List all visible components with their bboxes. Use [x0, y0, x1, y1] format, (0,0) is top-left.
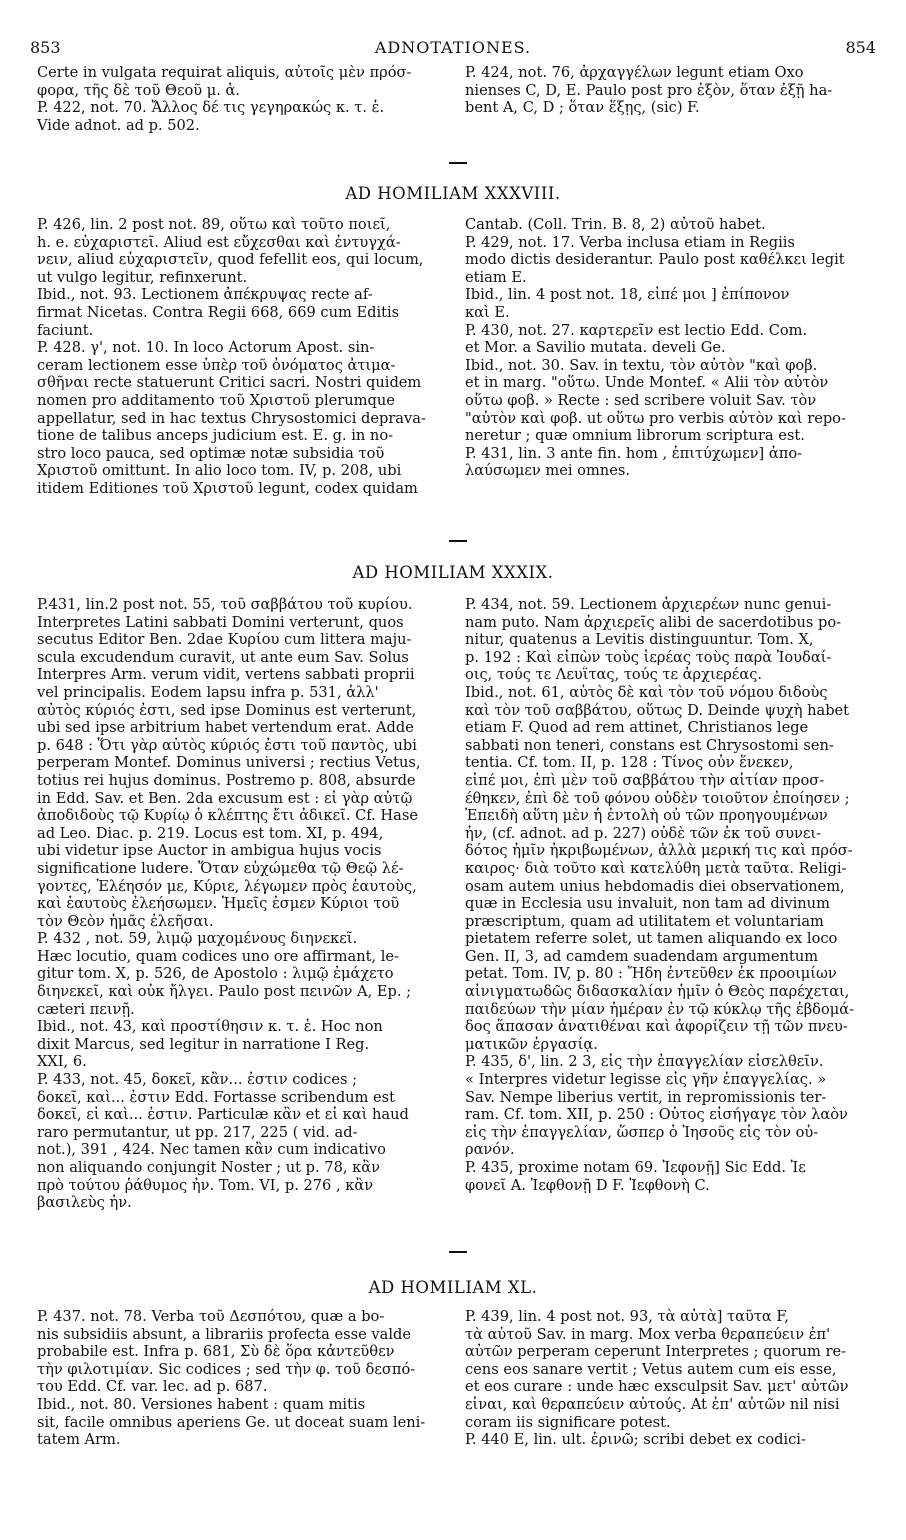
text-line: γοντες, Ἐλέησόν με, Κύριε, λέγωμεν πρὸς ἑαυτοὺς, [37, 877, 417, 895]
text-line: εἰς τὴν ἐπαγγελίαν, ὥσπερ ὁ Ἰησοῦς εἰς τὸν οὐ- [465, 1123, 819, 1141]
text-line: neretur ; quæ omnium librorum scriptura est. [465, 427, 805, 445]
text-line: tatem Arm. [37, 1431, 121, 1449]
running-head [30, 38, 876, 62]
text-line: αὐτῶν perperam ceperunt Interpretes ; quorum re- [465, 1343, 847, 1361]
text-line: τὰ αὐτοῦ Sav. in marg. Mox verba θεραπεύειν ἐπ' [465, 1325, 831, 1343]
text-line: dixit Marcus, sed legitur in narratione I Reg. [37, 1035, 370, 1053]
text-line: p. 192 : Καὶ εἰπὼν τοὺς ἱερέας τοὺς παρὰ Ἰουδαί- [465, 648, 832, 666]
text-line: non aliquando conjungit Noster ; ut p. 78, κἂν [37, 1159, 380, 1176]
text-line: ut vulgo legitur, refinxerunt. [37, 268, 248, 286]
text-line: P. 426, lin. 2 post not. 89, οὕτω καὶ τοῦτο ποιεῖ, [37, 216, 391, 233]
text-line: totius rei hujus dominus. Postremo p. 808, absurde [37, 771, 416, 789]
text-line: quæ in Ecclesia usu invaluit, non tam ad divinum [465, 895, 830, 913]
text-line: δοκεῖ, εἰ καὶ... ἐστιν. Particulæ κἂν et εἰ καὶ haud [37, 1106, 409, 1124]
text-line: nomen pro additamento τοῦ Χριστοῦ plerumque [37, 391, 395, 409]
section-title: AD HOMILIAM XXXVIII. [345, 184, 561, 203]
text-line: Ibid., not. 80. Versiones habent : quam mitis [37, 1395, 366, 1413]
text-line: P. 439, lin. 4 post not. 93, τὰ αὐτὰ] ταῦτα F, [465, 1308, 789, 1325]
text-line: καὶ ἑαυτοὺς ἐλεήσωμεν. Ἡμεῖς ἐσμεν Κύριοι τοῦ [37, 895, 400, 913]
text-line: βασιλεὺς ἦν. [37, 1194, 132, 1212]
text-line: καὶ E. [465, 303, 510, 321]
page-number-right: 854 [845, 38, 876, 57]
text-line: « Interpres videtur legisse εἰς γῆν ἐπαγγελίας. » [465, 1071, 827, 1089]
text-line: etiam E. [465, 268, 527, 286]
text-line: ρανόν. [465, 1141, 515, 1159]
text-line: φορα, τῆς δὲ τοῦ Θεοῦ μ. ἀ. [37, 81, 241, 99]
text-line: τὴν φιλοτιμίαν. Sic codices ; sed τὴν φ. τοῦ δεσπό- [37, 1360, 416, 1378]
text-line: h. e. εὐχαριστεῖ. Aliud est εὔχεσθαι καὶ ἐντυγχά- [37, 233, 401, 251]
left-column [37, 596, 442, 1212]
section-divider [449, 162, 467, 164]
text-line: petat. Tom. IV, p. 80 : Ἤδη ἐντεῦθεν ἐκ προοιμίων [465, 965, 837, 983]
text-line: "αὐτὸν καὶ φοβ. ut οὕτω pro verbis αὐτὸν καὶ repo- [465, 409, 846, 427]
text-line: οις, τούς τε Λευΐτας, τούς τε ἀρχιερέας. [465, 666, 763, 684]
text-line: in Edd. Sav. et Ben. 2da excusum est : εἰ γὰρ αὐτῷ [37, 789, 413, 807]
right-column [465, 216, 870, 480]
text-line: Ἐπειδὴ αὕτη μὲν ἡ ἐντολὴ οὐ τῶν προηγουμένων [465, 807, 828, 825]
text-line: P. 433, not. 45, δοκεῖ, κἂν... ἐστιν codices ; [37, 1071, 358, 1089]
text-line: nam puto. Nam ἀρχιερεῖς alibi de sacerdotibus po- [465, 613, 842, 631]
text-line: P. 422, not. 70. Ἄλλος δέ τις γεγηρακώς κ. τ. ἑ. [37, 99, 385, 117]
text-line: ubi sed ipse arbitrium habet vertendum erat. Adde [37, 719, 414, 737]
text-line: P. 440 E, lin. ult. ἐρινῶ; scribi debet ex codici- [465, 1431, 806, 1449]
text-line: vel principalis. Eodem lapsu infra p. 531, ἀλλ' [37, 683, 379, 701]
text-line: λαύσωμεν mei omnes. [465, 462, 630, 480]
text-line: Ibid., lin. 4 post not. 18, εἰπέ μοι ] ἐπίπονον [465, 286, 790, 304]
text-line: P. 431, lin. 3 ante fin. hom , ἐπιτύχωμεν] ἀπο- [465, 444, 803, 462]
text-line: P. 430, not. 27. καρτερεῖν est lectio Edd. Com. [465, 321, 808, 339]
text-line: P.431, lin.2 post not. 55, τοῦ σαββάτου τοῦ κυρίου. [37, 596, 413, 613]
text-line: raro permutantur, ut pp. 217, 225 ( vid. ad- [37, 1123, 358, 1141]
text-line: stro loco pauca, sed optimæ notæ subsidia τοῦ [37, 444, 385, 462]
text-line: δότος ἡμῖν ἠκριβωμένων, ἀλλὰ μερική τις καὶ πρόσ- [465, 842, 853, 860]
text-line: modo dictis desiderantur. Paulo post καθέλκει legit [465, 251, 845, 269]
text-line: sabbati non teneri, constans est Chrysostomi sen- [465, 736, 834, 754]
text-line: præscriptum, quam ad utilitatem et voluntariam [465, 912, 824, 930]
text-line: p. 648 : Ὅτι γὰρ αὐτὸς κύριός ἐστι τοῦ παντὸς, ubi [37, 736, 417, 754]
running-title: ADNOTATIONES. [374, 38, 532, 57]
text-line: Ibid., not. 61, αὐτὸς δὲ καὶ τὸν τοῦ νόμου διδοὺς [465, 683, 828, 701]
text-line: αἰνιγματωδῶς διδασκαλίαν ἡμῖν ὁ Θεὸς παρέχεται, [465, 983, 850, 1001]
text-line: πρὸ τούτου ῥάθυμος ἦν. Tom. VI, p. 276 , κἂν [37, 1176, 374, 1194]
text-line: pietatem referre solet, ut tamen aliquando ex loco [465, 930, 838, 948]
text-line: not.), 391 , 424. Nec tamen κἂν cum indicativo [37, 1141, 386, 1159]
text-line: nienses C, D, E. Paulo post pro ἐξὸν, ὅταν ἐξῇ ha- [465, 81, 833, 99]
text-line: ram. Cf. tom. XII, p. 250 : Οὗτος εἰσήγαγε τὸν λαὸν [465, 1106, 848, 1124]
text-line: XXI, 6. [37, 1053, 87, 1071]
section-title: AD HOMILIAM XL. [368, 1278, 538, 1297]
text-line: Vide adnot. ad p. 502. [37, 116, 200, 134]
right-column [465, 596, 870, 1194]
text-line: αὐτὸς κύριός ἐστι, sed ipse Dominus est verterunt, [37, 701, 417, 719]
text-line: etiam F. Quod ad rem attinet, Christianos lege [465, 719, 809, 737]
text-line: του Edd. Cf. var. lec. ad p. 687. [37, 1378, 268, 1396]
text-line: P. 437. not. 78. Verba τοῦ Δεσπότου, quæ a bo- [37, 1308, 385, 1325]
text-line: δος ἅπασαν ἀνατιθέναι καὶ ἀφορίζειν τῇ τῶν πνευ- [465, 1018, 848, 1036]
text-line: firmat Nicetas. Contra Regii 668, 669 cum Editis [37, 303, 400, 321]
section-divider [449, 540, 467, 542]
text-line: καὶ τὸν τοῦ σαββάτου, οὕτως D. Deinde ψυχὴ habet [465, 701, 850, 719]
text-line: εἶναι, καὶ θεραπεύειν αὐτούς. At ἐπ' αὐτῶν nil nisi [465, 1395, 840, 1413]
text-line: osam autem unius hebdomadis diei observationem, [465, 877, 845, 895]
text-line: P. 432 , not. 59, λιμῷ μαχομένους διηνεκεῖ. [37, 930, 358, 948]
text-line: P. 424, not. 76, ἀρχαγγέλων legunt etiam Oxo [465, 64, 804, 81]
text-line: scula excudendum curavit, ut ante eum Sav. Solus [37, 648, 409, 666]
text-line: P. 429, not. 17. Verba inclusa etiam in Regiis [465, 233, 795, 251]
text-line: οὕτω φοβ. » Recte : sed scribere voluit Sav. τὸν [465, 391, 817, 409]
text-line: Gen. II, 3, ad camdem suadendam argumentum [465, 947, 819, 965]
text-line: ubi videtur ipse Auctor in ambigua hujus vocis [37, 842, 382, 860]
text-line: εἰπέ μοι, ἐπὶ μὲν τοῦ σαββάτου τὴν αἰτίαν προσ- [465, 771, 825, 789]
text-line: Certe in vulgata requirat aliquis, αὐτοῖς μὲν πρόσ- [37, 64, 412, 81]
text-line: Hæc locutio, quam codices uno ore affirmant, le- [37, 947, 399, 965]
text-line: ματικῶν ἐργασίᾳ. [465, 1035, 598, 1053]
text-line: gitur tom. X, p. 526, de Apostolo : λιμῷ ἐμάχετο [37, 965, 394, 983]
text-line: P. 428. γ', not. 10. In loco Actorum Apost. sin- [37, 339, 375, 357]
text-line: et Mor. a Savilio mutata. develi Ge. [465, 339, 726, 357]
text-line: probabile est. Infra p. 681, Σὺ δὲ ὅρα κἀντεῦθεν [37, 1343, 395, 1361]
text-line: δοκεῖ, καὶ... ἐστιν Edd. Fortasse scribendum est [37, 1088, 396, 1106]
text-line: Interpretes Latini sabbati Domini verterunt, quos [37, 613, 404, 631]
text-line: Sav. Nempe liberius vertit, in repromissionis ter- [465, 1088, 827, 1106]
text-line: tione de talibus anceps judicium est. E. g. in no- [37, 427, 394, 445]
text-line: sit, facile omnibus aperiens Ge. ut doceat suam leni- [37, 1413, 426, 1431]
text-line: P. 435, proxime notam 69. Ἰεφονῇ] Sic Edd. Ἰε [465, 1159, 806, 1176]
page-number-left: 853 [30, 38, 61, 57]
text-line: P. 434, not. 59. Lectionem ἀρχιερέων nunc genui- [465, 596, 832, 613]
text-line: perperam Montef. Dominus universi ; rectius Vetus, [37, 754, 421, 772]
text-line: nis subsidiis absunt, a librariis profecta esse valde [37, 1325, 411, 1343]
text-line: cens eos sanare vertit ; Vetus autem cum eis esse, [465, 1360, 837, 1378]
text-line: P. 435, δ', lin. 2 3, εἰς τὴν ἐπαγγελίαν εἰσελθεῖν. [465, 1053, 824, 1071]
text-line: tentia. Cf. tom. II, p. 128 : Τίνος οὖν ἕνεκεν, [465, 754, 794, 772]
text-line: appellatur, sed in hac textus Chrysostomici deprava- [37, 409, 426, 427]
text-line: τὸν Θεὸν ἡμᾶς ἐλεῆσαι. [37, 912, 214, 930]
text-line: Ibid., not. 30. Sav. in textu, τὸν αὐτὸν "καὶ φοβ. [465, 356, 818, 374]
section-title: AD HOMILIAM XXXIX. [352, 563, 554, 582]
text-line: Ibid., not. 93. Lectionem ἀπέκρυψας recte af- [37, 286, 373, 304]
text-line: σθῆναι recte statuerunt Critici sacri. Nostri quidem [37, 374, 422, 392]
section-divider [449, 1251, 467, 1253]
text-line: φονεῖ A. Ἰεφθονῇ D F. Ἰεφθονὴ C. [465, 1176, 710, 1194]
text-line: καιρος· διὰ τοῦτο καὶ κατελύθη μετὰ ταῦτα. Religi- [465, 859, 847, 877]
text-line: significatione ludere. Ὅταν εὐχώμεθα τῷ Θεῷ λέ- [37, 859, 404, 877]
text-line: ἀποδιδοὺς τῷ Κυρίῳ ὁ κλέπτης ἔτι ἀδικεῖ. Cf. Hase [37, 807, 418, 825]
text-line: Interpres Arm. verum vidit, vertens sabbati proprii [37, 666, 415, 684]
text-line: bent A, C, D ; ὅταν ἕξῃς, (sic) F. [465, 99, 700, 117]
text-line: διηνεκεῖ, καὶ οὐκ ἤλγει. Paulo post πεινῶν A, Ep. ; [37, 983, 412, 1001]
text-line: coram iis significare potest. [465, 1413, 671, 1431]
text-line: νειν, aliud εὐχαριστεῖν, quod fefellit eos, qui locum, [37, 251, 424, 269]
text-line: παιδεύων τὴν μίαν ἡμέραν ἐν τῷ κύκλῳ τῆς ἑβδομά- [465, 1000, 855, 1018]
text-line: nitur, quatenus a Levitis distinguuntur. Tom. X, [465, 631, 814, 649]
text-line: cæteri πεινῇ. [37, 1000, 135, 1018]
text-line: ἦν, (cf. adnot. ad p. 227) οὐδὲ τῶν ἐκ τοῦ συνει- [465, 824, 822, 842]
text-line: Ibid., not. 43, καὶ προστίθησιν κ. τ. ἑ. Hoc non [37, 1018, 383, 1036]
text-line: Χριστοῦ omittunt. In alio loco tom. IV, p. 208, ubi [37, 462, 402, 480]
text-line: ceram lectionem esse ὑπὲρ τοῦ ὀνόματος ἀτιμα- [37, 356, 396, 374]
text-line: ad Leo. Diac. p. 219. Locus est tom. XI, p. 494, [37, 824, 384, 842]
right-column [465, 1308, 870, 1449]
text-line: Cantab. (Coll. Trin. B. 8, 2) αὐτοῦ habet. [465, 216, 766, 233]
text-line: faciunt. [37, 321, 94, 339]
right-column [465, 64, 870, 117]
text-line: et eos curare : unde hæc exsculpsit Sav. μετ' αὐτῶν [465, 1378, 849, 1396]
text-line: itidem Editiones τοῦ Χριστοῦ legunt, codex quidam [37, 479, 418, 497]
text-line: έθηκεν, ἐπὶ δὲ τοῦ φόνου οὐδὲν τοιοῦτον ἐποίησεν ; [465, 789, 850, 807]
left-column [37, 64, 442, 134]
text-line: secutus Editor Ben. 2dae Κυρίου cum littera maju- [37, 631, 412, 649]
left-column [37, 1308, 442, 1449]
left-column [37, 216, 442, 498]
text-line: et in marg. "οὕτω. Unde Montef. « Alii τὸν αὐτὸν [465, 374, 829, 392]
